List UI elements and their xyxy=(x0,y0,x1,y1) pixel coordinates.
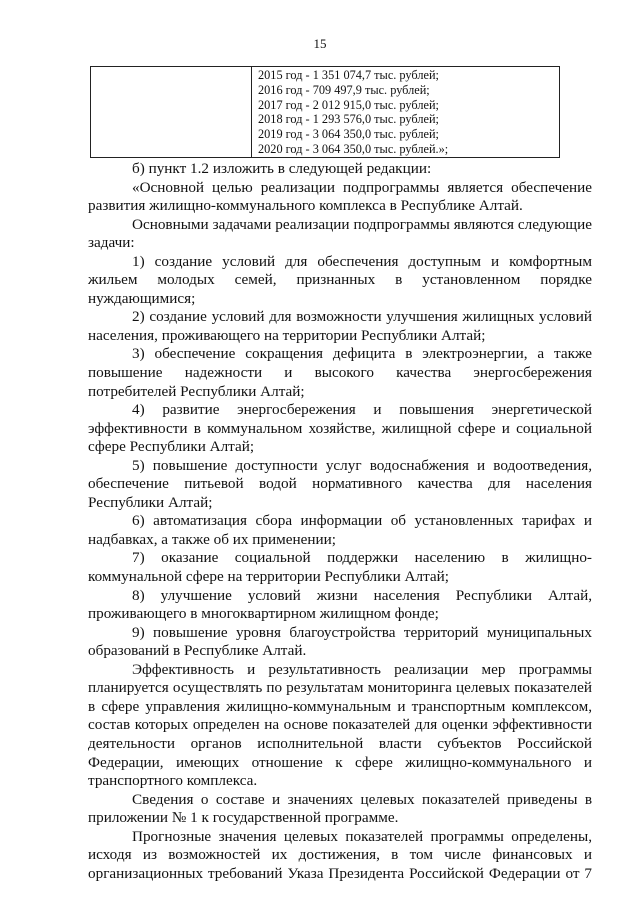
paragraph-task-4: 4) развитие энергосбережения и повышения энергетической эффективности в коммунальном хозяйстве, жилищной сфере и социальной сфере Республики Алтай; xyxy=(88,401,592,456)
paragraph-task-2: 2) создание условий для возможности улучшения жилищных условий населения, проживающего на территории Республики Алтай; xyxy=(88,308,592,344)
paragraph-task-6: 6) автоматизация сбора информации об установленных тарифах и надбавках, а также об их применении; xyxy=(88,512,592,548)
budget-table-empty-cell xyxy=(91,67,252,158)
paragraph-amendment-b: б) пункт 1.2 изложить в следующей редакции: xyxy=(132,160,432,177)
budget-line-2016: 2016 год - 709 497,9 тыс. рублей; xyxy=(258,82,430,97)
budget-line-2017: 2017 год - 2 012 915,0 тыс. рублей; xyxy=(258,97,439,112)
document-body xyxy=(88,160,592,883)
budget-line-2019: 2019 год - 3 064 350,0 тыс. рублей; xyxy=(258,127,439,142)
budget-line-2020: 2020 год - 3 064 350,0 тыс. рублей.»; xyxy=(258,141,449,156)
paragraph-task-1: 1) создание условий для обеспечения доступным и комфортным жильем молодых семей, признанных в установленном порядке нуждающимися; xyxy=(88,252,592,307)
budget-table-row xyxy=(91,67,560,158)
paragraph-task-7: 7) оказание социальной поддержки населению в жилищно-коммунальной сфере на территории Республики Алтай; xyxy=(88,549,592,586)
paragraph-tasks-intro: Основными задачами реализации подпрограммы являются следующие задачи: xyxy=(88,215,592,252)
paragraph-task-8: 8) улучшение условий жизни населения Республики Алтай, проживающего в многоквартирном жилищном фонде; xyxy=(88,586,592,623)
paragraph-task-9: 9) повышение уровня благоустройства территорий муниципальных образований в Республике Алтай. xyxy=(88,623,592,660)
paragraph-effectiveness: Эффективность и результативность реализации мер программы планируется осуществлять по результатам мониторинга целевых показателей в сфере управления жилищно-коммунальным и транспортным комплексом, состав которых определен на основе показателей для оценки эффективности деятельности органов исполнительной власти субъектов Российской Федерации, имеющих отношение к сфере жилищно-коммунального и транспортного комплекса. xyxy=(88,660,592,790)
paragraph-forecast-values: Прогнозные значения целевых показателей программы определены, исходя из возможностей их достижения, в том числе финансовых и организационных требований Указа Президента Российской Федерации от 7 xyxy=(88,827,592,882)
budget-table-values-cell xyxy=(252,67,560,158)
paragraph-main-goal: «Основной целью реализации подпрограммы является обеспечение развития жилищно-коммунального комплекса в Республике Алтай. xyxy=(88,178,592,215)
page-number: 15 xyxy=(313,36,327,51)
budget-table xyxy=(90,66,560,158)
paragraph-task-3: 3) обеспечение сокращения дефицита в электроэнергии, а также повышение надежности и высокого качества энергосбережения потребителей Республики Алтай; xyxy=(88,345,592,400)
paragraph-task-5: 5) повышение доступности услуг водоснабжения и водоотведения, обеспечение питьевой водой нормативного качества для населения Республики Алтай; xyxy=(88,456,592,511)
budget-line-2015: 2015 год - 1 351 074,7 тыс. рублей; xyxy=(258,68,439,82)
budget-line-2018: 2018 год - 1 293 576,0 тыс. рублей; xyxy=(258,112,439,127)
paragraph-indicators-info: Сведения о составе и значениях целевых показателей приведены в приложении № 1 к государственной программе. xyxy=(88,790,592,827)
